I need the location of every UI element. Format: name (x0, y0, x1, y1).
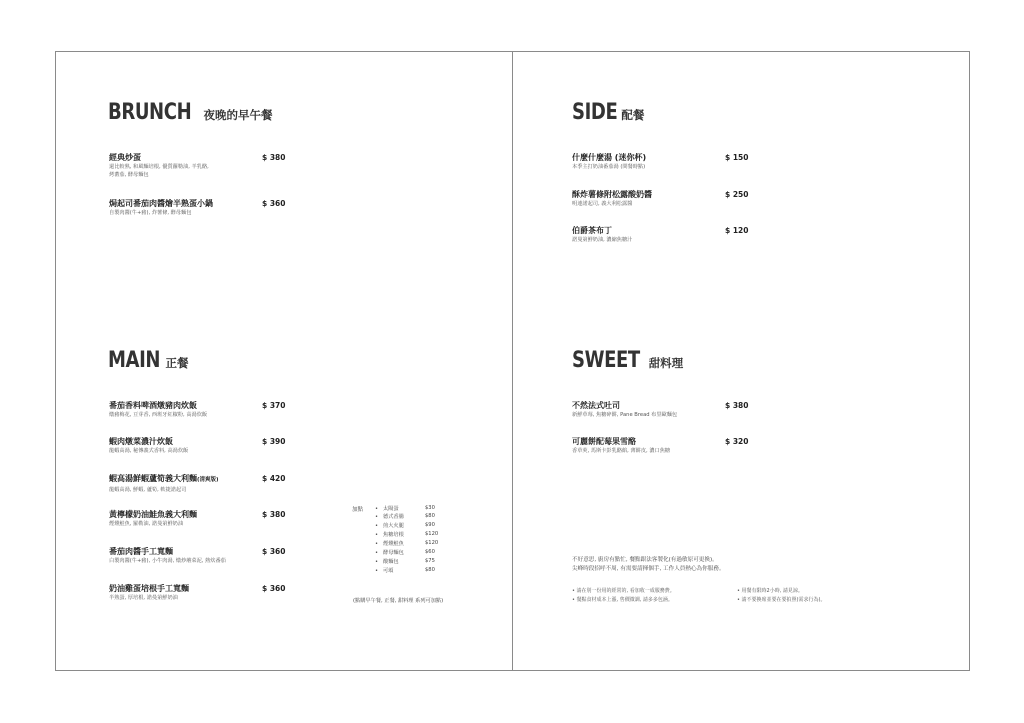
item-price: $ 380 (725, 401, 749, 410)
addon-price: $75 (425, 558, 435, 564)
notice-bullet-text: 請在別一份用的經常的, 看加收一成服務費。 (576, 588, 675, 594)
item-name: 不然法式吐司 (572, 401, 620, 410)
item-desc: 白製肉醬(牛+豬), 小牛肉湯, 燉炒蘑菜泥, 熱炊番茄 (109, 558, 226, 564)
item-price: $ 150 (725, 153, 749, 162)
addon-name: 可頌 (383, 568, 394, 574)
main-heading (108, 348, 189, 373)
notice-bullet: • 請不要換席並要在要拍照(需求行為)。 (737, 597, 826, 603)
item-desc: 明連諾起司, 義大利松露醬 (572, 201, 633, 207)
item-desc: 自製肉醬(牛+豬), 炸薯條, 酵母麵包 (109, 210, 192, 216)
addon-label: 加點 (352, 507, 364, 513)
item-price: $ 390 (262, 437, 286, 446)
item-desc: 香草莢, 馬斯卡彭乳酪餡, 薄餅皮, 濃口焦糖 (572, 448, 671, 454)
notice-line-1: 不好意思, 廚房有點忙, 餐點跟法客製化(有過敏原可更換)。 (572, 557, 718, 563)
item-name: 伯爵茶布丁 (572, 226, 612, 235)
notice-bullet: • 請在別一份用的經常的, 看加收一成服務費。 (572, 588, 675, 594)
item-desc: 煙燻鮭魚, 羅勒油, 諾曼第鮮奶油 (109, 521, 184, 527)
item-price: $ 380 (262, 510, 286, 519)
addon-row: • 酸麵包 (375, 559, 399, 565)
item-name-suffix: (清爽版) (197, 477, 219, 483)
addon-row: • 可頌 (375, 568, 394, 574)
side-title-zh: 配餐 (621, 108, 645, 122)
menu-page-right (512, 51, 970, 671)
addon-name: 德式香腸 (383, 514, 404, 520)
item-price: $ 360 (262, 584, 286, 593)
addon-price: $30 (425, 505, 435, 511)
addon-price: $60 (425, 549, 435, 555)
item-name: 經典炒蛋 (109, 153, 141, 162)
sweet-title-zh: 甜料理 (648, 356, 684, 370)
side-title-en: SIDE (572, 100, 618, 125)
notice-bullet: • 餐點食材成本上漲, 售價微調, 請多多包涵。 (572, 597, 673, 603)
item-name: 蝦肉燉菜濃汁炊飯 (109, 437, 173, 446)
item-name: 番茄香料啤酒燉豬肉炊飯 (109, 401, 197, 410)
notice-line-2: 尖峰時段招呼不周, 有需要請揮個手, 工作人員熱心為你服務。 (572, 566, 725, 572)
item-desc: 龍蝦高湯, 秘傳義式香料, 高湯炊飯 (109, 448, 189, 454)
item-desc: 半熟蛋, 厚培根, 諾曼第鮮奶油 (109, 595, 178, 601)
item-name: 番茄肉醬手工寬麵 (109, 547, 173, 556)
notice-bullet-text: 用餐有限時2小時, 請見諒。 (741, 588, 803, 594)
addon-price: $80 (425, 567, 435, 573)
addon-name: 太陽蛋 (383, 506, 399, 512)
addon-row: • 酵母麵包 (375, 550, 404, 556)
addon-price: $90 (425, 522, 435, 528)
item-name: 什麼什麼湯 (迷你杯) (572, 153, 647, 162)
addon-name: 焦糖培根 (383, 532, 404, 538)
notice-bullet: • 用餐有限時2小時, 請見諒。 (737, 588, 803, 594)
side-heading (572, 100, 644, 125)
item-price: $ 320 (725, 437, 749, 446)
item-name: 奶油雞蛋培根手工寬麵 (109, 584, 189, 593)
item-desc: 新鮮草莓, 焦糖碎餅, Pane Bread 布里歐麵包 (572, 412, 678, 418)
addon-row: • 煙燻鮭魚 (375, 541, 404, 547)
item-desc-2: 烤蕃茄, 酵母麵包 (109, 171, 149, 178)
item-name: 可麗餅配莓果雪酪 (572, 437, 636, 446)
brunch-title-en: BRUNCH (108, 100, 192, 125)
item-price: $ 380 (262, 153, 286, 162)
sweet-title-en: SWEET (572, 348, 640, 373)
addon-price: $120 (425, 540, 439, 546)
menu-page-left (55, 51, 513, 671)
addon-note: (點購早午餐, 正餐, 甜料理 系列可加點) (353, 598, 444, 604)
item-price: $ 250 (725, 190, 749, 199)
item-desc: 還比較熟, 和風麵培根, 優質蘿勒油, 羊乳酪, (109, 164, 209, 170)
notice-bullet-text: 餐點食材成本上漲, 售價微調, 請多多包涵。 (576, 597, 673, 603)
addon-row: • 德式香腸 (375, 514, 404, 520)
item-desc: 龍蝦高湯, 鮮蝦, 蘆筍, 軟捷諾起司 (109, 487, 187, 493)
item-name-text: 蝦高湯鮮蝦蘆筍義大利麵 (109, 474, 197, 483)
item-name: 黃檸檬奶油鮭魚義大利麵 (109, 510, 197, 519)
addon-name: 酸麵包 (383, 559, 399, 565)
item-price: $ 360 (262, 199, 286, 208)
item-desc: 燉豬梅花, 豆芽香, 西班牙紅椒粉, 高湯炊飯 (109, 412, 208, 418)
main-title-en: MAIN (108, 348, 161, 373)
item-price: $ 370 (262, 401, 286, 410)
addon-row: • 焦糖培根 (375, 532, 404, 538)
brunch-heading (108, 100, 273, 125)
item-price: $ 360 (262, 547, 286, 556)
main-title-zh: 正餐 (165, 356, 189, 370)
addon-price: $120 (425, 531, 439, 537)
addon-name: 酵母麵包 (383, 550, 404, 556)
sweet-heading (572, 348, 683, 373)
item-price: $ 120 (725, 226, 749, 235)
addon-row: • 太陽蛋 (375, 506, 399, 512)
notice-bullet-text: 請不要換席並要在要拍照(需求行為)。 (741, 597, 826, 603)
item-desc: 本季主打奶油番茄湯 (問餐時點) (572, 164, 646, 170)
item-desc: 諾曼第鮮奶油, 濃縮焦糖汁 (572, 237, 633, 243)
brunch-title-zh: 夜晚的早午餐 (203, 108, 273, 122)
item-price: $ 420 (262, 474, 286, 483)
addon-name: 煙燻鮭魚 (383, 541, 404, 547)
item-name: 酥炸薯條附松露酸奶醬 (572, 190, 652, 199)
addon-name: 煎大火腿 (383, 523, 404, 529)
item-name: 焗起司番茄肉醬燴半熟蛋小鍋 (109, 199, 213, 208)
addon-price: $80 (425, 513, 435, 519)
addon-row: • 煎大火腿 (375, 523, 404, 529)
